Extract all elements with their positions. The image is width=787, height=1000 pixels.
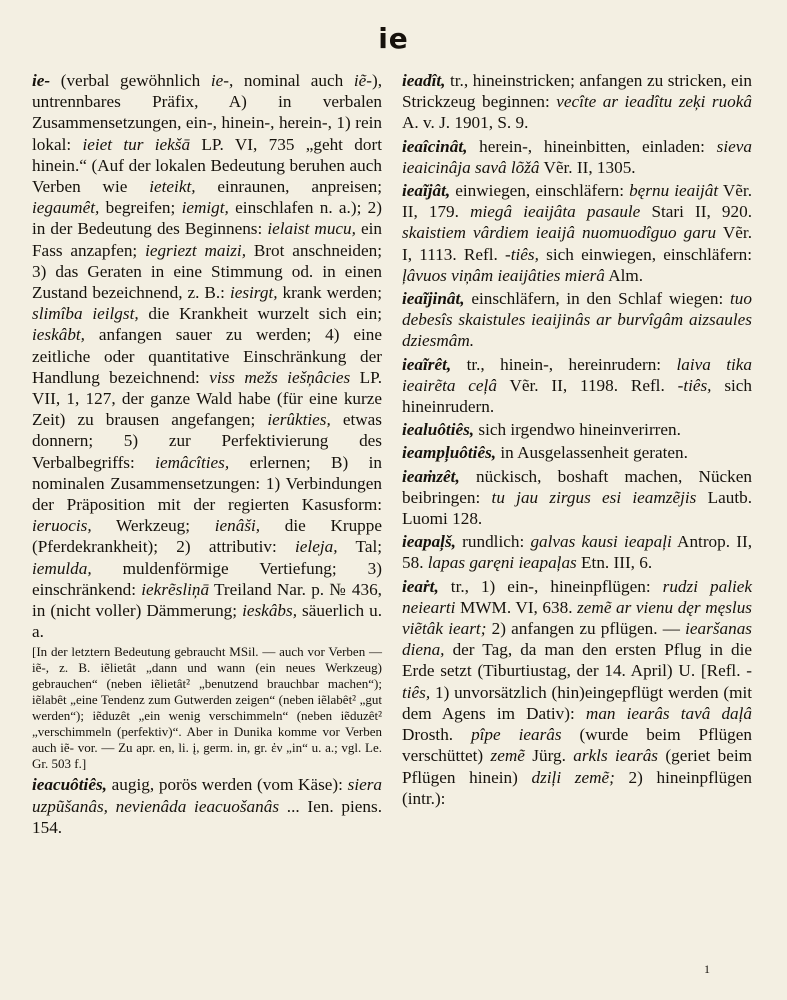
entry-example: ieskâbt, [32, 325, 85, 345]
entry-example: iẽ- [353, 71, 372, 90]
entry-example: iearšanas diena, [402, 619, 752, 660]
entry-text: Drosth. [402, 725, 472, 745]
entry-example: -tiês, [402, 661, 752, 702]
dictionary-entry-ieart [402, 576, 752, 809]
dictionary-entry-ieaicinat [402, 136, 752, 178]
entry-example: -tiês, [677, 375, 712, 395]
entry-text: augig, porös werden (vom Käse): [106, 775, 348, 795]
entry-example: ierûkties, [267, 410, 331, 430]
entry-text: 1) unvorsätzlich (hin)eingepflügt werden (mit dem Agens im Dativ): [402, 682, 752, 723]
entry-example: viss mežs iešņâcies [209, 367, 351, 387]
dictionary-entry-iealuoties [402, 419, 752, 440]
entry-example: slimîba ieilgst, [32, 304, 139, 324]
dictionary-entry-ieaijat [402, 180, 752, 286]
entry-example: pîpe iearâs [471, 725, 562, 745]
entry-text: in Ausgelassenheit geraten. [496, 443, 688, 463]
etymology-note: [In der letztern Bedeutung gebraucht MSil. — auch vor Verben — iẽ-, z. B. iẽlietât „dann und wann (ein neues Werkzeug) gebrauchen“ (neben iẽlietât² „benutzend brauchbar machen“); iẽlabêt „eine Tendenz zum Gutwerden zeigen“ (neben iẽlabêt² „gut werden“); iẽduzêt „ein wenig verschimmeln“ (neben iẽduzêt² „verschimmeln (perfektiv)“. Aber in Dunika komme vor Verben auch iẽ- vor. — Zu apr. en, li. į, germ. in, gr. ἐν „in“ u. a.; vgl. Le. Gr. 503 f.] [32, 644, 382, 772]
entry-example: ļâvuos viņâm ieaijâties mierâ [402, 265, 605, 285]
entry-example: tu jau zirgus esi ieamzẽjis [491, 487, 697, 507]
page-number: 1 [704, 962, 710, 976]
entry-headword: ieaĩjât, [402, 181, 451, 201]
entry-example: lapas garęni ieapaļas [427, 553, 577, 573]
entry-text: einschläfern, in den Schlaf wiegen: [464, 289, 731, 309]
dictionary-entry-ieacuoties [32, 774, 382, 838]
entry-text: Vẽr. II, 1305. [539, 157, 636, 177]
entry-example: iegaumêt, [32, 198, 100, 218]
dictionary-entry-ieamzet [402, 466, 752, 530]
left-column [32, 70, 382, 838]
entry-text: sich einwiegen, einschläfern: [538, 244, 752, 264]
entry-text: anfangen sauer zu werden; 4) eine zeitliche oder quantitative Einschränkung der Handlung bezeichnend: [32, 325, 382, 387]
entry-example: laiva tika ieairẽta ceļâ [402, 354, 753, 395]
dictionary-entry-ieapals [402, 531, 752, 573]
dictionary-entry-ieadit [402, 70, 752, 134]
entry-text: etwas donnern; 5) zur Perfektivierung des Verbalbegriffs: [32, 410, 382, 472]
entry-text: (wurde beim Pflügen verschüttet) [402, 725, 753, 766]
entry-example: ienâši, [214, 516, 261, 536]
entry-example: iemigt, [181, 198, 229, 218]
entry-example: arkls iearâs [573, 746, 658, 766]
entry-example: zemẽ ar vienu dęr męslus viẽtâk ieart; [402, 597, 752, 639]
entry-example: iekrẽsliņā [141, 579, 210, 599]
entry-text: einwiegen, einschläfern: [450, 181, 630, 201]
entry-text: Stari II, 920. [640, 202, 752, 222]
entry-example: galvas kausi ieapaļi [530, 532, 672, 552]
entry-example: sieva ieaicinâja savâ lõžâ [402, 136, 752, 177]
entry-text: Tal; [337, 537, 382, 557]
dictionary-entry-ieaijinat [402, 288, 752, 352]
entry-text: nückisch, boshaft machen, Nücken beibringen: [402, 466, 752, 507]
entry-example: ieruocis, [32, 516, 92, 536]
entry-example: iemulda, [32, 558, 92, 578]
entry-headword: iealuôtiês, [402, 420, 475, 440]
entry-text: Vẽr. II, 179. [402, 181, 752, 222]
right-column [402, 70, 752, 809]
entry-headword: ieaîcinât, [402, 136, 468, 156]
entry-text: Brot anschneiden; 3) das Geraten in eine Stimmung od. in einen Zustand bezeichnend, z. B.: [32, 240, 382, 303]
entry-text: ... Ien. piens. 154. [32, 796, 382, 837]
entry-text: Vẽr. II, 1198. Refl. [496, 375, 678, 395]
entry-example: ie- [210, 71, 229, 90]
entry-text: tr., hinein-, hereinrudern: [451, 354, 677, 374]
dictionary-entry-ie [32, 70, 382, 642]
entry-text: erlernen; B) in nominalen Zusammensetzungen: 1) Verbindungen der Präposition mit der regierten Kasusform: [32, 452, 382, 515]
entry-text: der Tag, da man den ersten Pflug in die Erde setzt (Tiburtiustag, der 14. April) U. [Refl. [402, 640, 752, 681]
entry-text: Jürg. [524, 746, 574, 766]
page-heading: ie [378, 22, 409, 55]
dictionary-entry-ieampluoties [402, 442, 752, 463]
entry-text: herein-, hineinbitten, einladen: [467, 136, 717, 156]
entry-text: tr., 1) ein-, hineinpflügen: [438, 576, 663, 596]
entry-example: -tiês, [505, 244, 539, 264]
entry-text: einschlafen n. a.); 2) in der Bedeutung des Beginnens: [32, 198, 382, 239]
entry-example: siera uzpũšanâs, nevienâda ieacuošanâs [32, 775, 382, 816]
entry-text: LP. VII, 1, 127, der ganze Wald habe (für eine kurze Zeit) zu brausen angefangen; [32, 367, 383, 430]
entry-text: , nominal auch [228, 71, 354, 90]
entry-example: zemẽ [490, 746, 525, 766]
entry-text: Werkzeug; [91, 516, 215, 536]
entry-headword: ieaṙt, [402, 576, 439, 596]
entry-headword: ieaṁzêt, [402, 466, 460, 486]
entry-headword: ieaĩrêt, [402, 354, 452, 374]
entry-example: ielaist mucu, [267, 219, 356, 239]
entry-text: einraunen, anpreisen; [195, 177, 382, 197]
entry-text: tr., hineinstricken; anfangen zu stricken, ein Strickzeug beginnen: [402, 71, 752, 112]
entry-text: LP. VI, 735 „geht dort hinein.“ (Auf der lokalen Bedeutung beruhen auch Verben wie [32, 134, 382, 197]
entry-text: (verbal gewöhnlich [50, 71, 211, 90]
entry-headword: ieaĩjinât, [402, 289, 465, 309]
entry-text: 2) hineinpflügen (intr.): [402, 767, 752, 808]
entry-text: Antrop. II, 58. [402, 532, 752, 573]
entry-text: begreifen; [99, 198, 182, 218]
entry-example: man iearâs tavâ daļâ [585, 703, 753, 723]
entry-text: (geriet beim Pflügen hinein) [402, 746, 752, 787]
entry-example: ieiet tur iekšā [82, 134, 191, 154]
entry-example: ieskâbs, [242, 601, 297, 621]
entry-example: iesirgt, [229, 283, 278, 303]
entry-text: rundlich: [455, 532, 531, 552]
entry-text: Vẽr. I, 1113. Refl. [402, 223, 752, 264]
entry-example: vecîte ar ieadîtu zeķi ruokâ [556, 92, 752, 112]
entry-text: sich hineinrudern. [402, 375, 753, 417]
entry-text: Alm. [604, 265, 644, 285]
entry-example: ieleja, [295, 537, 338, 557]
entry-headword: ieacuôtiês, [32, 775, 107, 795]
entry-text: die Krankheit wurzelt sich ein; [138, 304, 382, 324]
entry-text: ), untrennbares Präfix, A) in verbalen Zusammensetzungen, ein-, hinein-, herein-, 1) rein lokal: [32, 71, 383, 154]
dictionary-entry-ieairet [402, 354, 752, 418]
entry-text: A. v. J. 1901, S. 9. [402, 113, 529, 133]
entry-text: krank werden; [277, 283, 382, 303]
entry-text: Treiland Nar. p. № 436, in (nicht voller) Dämmerung; [32, 579, 382, 621]
entry-text: 2) anfangen zu pflügen. — [486, 619, 686, 639]
entry-headword: ieadît, [402, 71, 446, 90]
entry-text: sich irgendwo hineinverirren. [474, 420, 681, 440]
entry-text: die Kruppe (Pferdekrankheit); 2) attributiv: [32, 516, 382, 557]
entry-example: tuo debesîs skaistules ieaijinâs ar burvîgâm aizsaules dziesmâm. [402, 289, 752, 351]
entry-text: Lautb. Luomi 128. [402, 487, 753, 529]
entry-example: bęrnu ieaijât [629, 181, 719, 201]
entry-text: Etn. III, 6. [576, 553, 653, 573]
entry-example: skaistiem vârdiem ieaijâ nuomuodîguo garu [402, 223, 717, 243]
entry-example: rudzi paliek neiearti [402, 576, 753, 617]
entry-example: dziļi zemẽ; [531, 767, 615, 787]
entry-headword: ieampļuôtiês, [402, 443, 497, 463]
entry-headword: ieapaļš, [402, 532, 456, 552]
entry-text: säuerlich u. a. [32, 601, 382, 642]
entry-example: iegriezt maizi, [145, 240, 247, 260]
entry-text: MWM. VI, 638. [455, 597, 578, 617]
entry-text: ein Fass anzapfen; [32, 219, 382, 260]
entry-example: ieteikt, [149, 177, 196, 197]
entry-example: miegâ ieaijâta pasaule [470, 202, 641, 222]
entry-headword: ie- [32, 71, 51, 90]
entry-text: muldenförmige Vertiefung; 3) einschränkend: [32, 558, 382, 599]
entry-example: iemâcîties, [155, 452, 230, 472]
